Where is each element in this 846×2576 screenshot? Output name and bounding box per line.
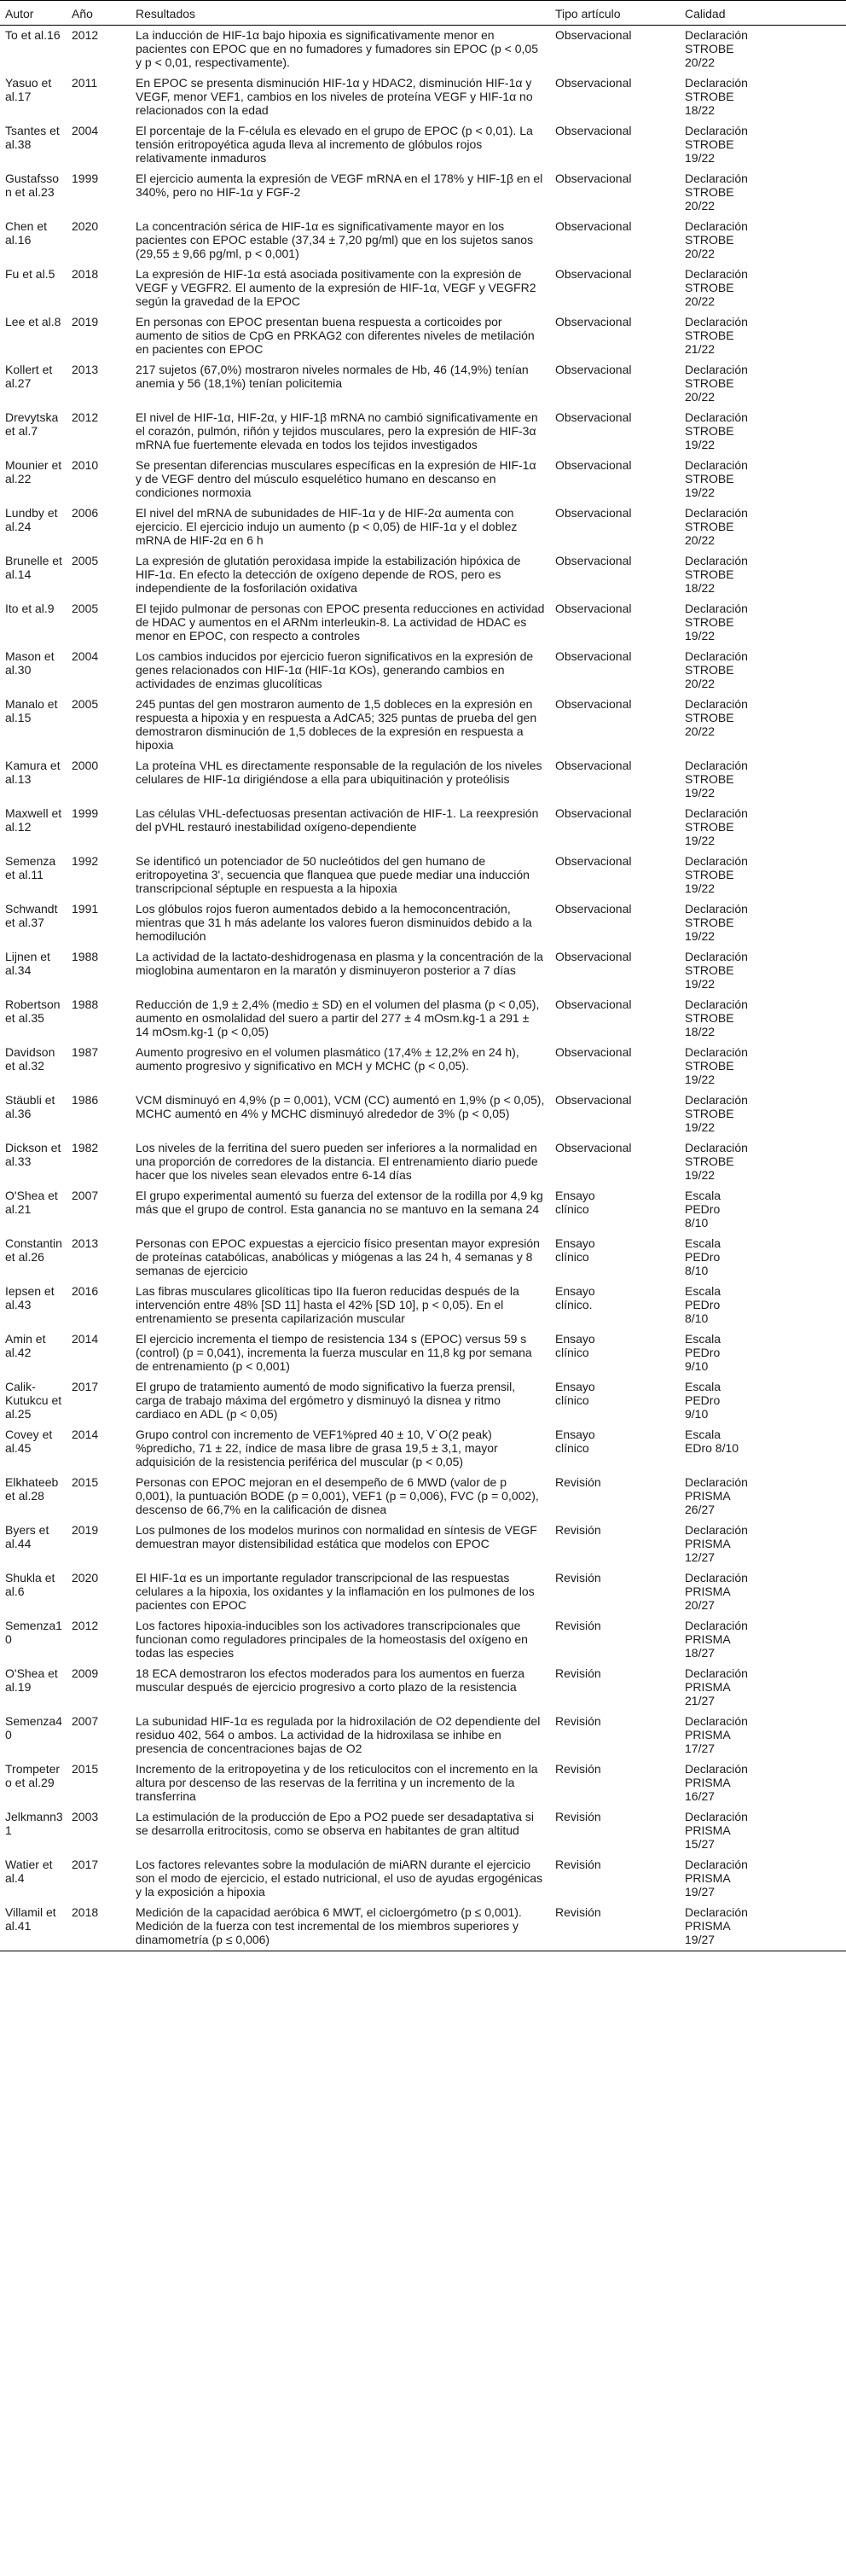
cell-type: Ensayo clínico — [555, 1332, 595, 1359]
cell-year: 2015 — [72, 1762, 99, 1776]
cell-type: Observacional — [555, 28, 632, 42]
cell-quality: Declaración STROBE 20/22 — [685, 506, 748, 547]
cell-results: Se presentan diferencias musculares específicas en la expresión de HIF-1α y de VEGF dentro del músculo esquelético humano en descanso en condiciones normoxia — [136, 458, 536, 499]
cell-quality: Declaración PRISMA 26/27 — [685, 1475, 748, 1516]
cell-quality: Declaración PRISMA 19/27 — [685, 1858, 748, 1899]
cell-quality: Declaración STROBE 19/22 — [685, 806, 748, 847]
cell-results: Grupo control con incremento de VEF1%pred 40 ± 10, V˙O(2 peak) %predicho, 71 ± 22, índice de masa libre de grasa 19,5 ± 3,1, mayor adquisición de la resistencia periférica del muscular (p < 0,05) — [136, 1428, 498, 1468]
cell-results: Los cambios inducidos por ejercicio fueron significativos en la expresión de genes relacionados con HIF-1α (HIF-1α KOs), generando cambios en actividades de enzimas glucolíticas — [136, 649, 534, 690]
cell-year: 1999 — [72, 806, 99, 820]
cell-quality: Declaración STROBE 20/22 — [685, 172, 748, 212]
table-row — [0, 1807, 846, 1855]
cell-author: Watier et al.4 — [5, 1858, 53, 1885]
cell-type: Observacional — [555, 1141, 632, 1154]
cell-results: VCM disminuyó en 4,9% (p = 0,001), VCM (CC) aumentó en 1,9% (p < 0,05), MCHC aumentó en 4% y MCHC disminuyó alrededor de 3% (p < 0,05) — [136, 1093, 545, 1120]
cell-quality: Declaración STROBE 20/22 — [685, 267, 748, 308]
table-row — [0, 1712, 846, 1759]
table-row — [0, 1234, 846, 1282]
cell-results: La actividad de la lactato-deshidrogenasa en plasma y la concentración de la mioglobina aumentaron en la maratón y disminuyeron posterior a 7 días — [136, 950, 543, 977]
table-header — [0, 1, 846, 26]
cell-year: 2018 — [67, 1903, 130, 1951]
cell-year: 2020 — [72, 219, 99, 233]
cell-type: Observacional — [555, 506, 632, 520]
cell-type: Ensayo clínico. — [555, 1284, 595, 1311]
table-row — [0, 456, 846, 503]
cell-quality: Declaración STROBE 20/22 — [685, 219, 748, 260]
cell-author: Covey et al.45 — [5, 1428, 53, 1455]
cell-author: Kollert et al.27 — [5, 363, 53, 390]
cell-quality: Declaración PRISMA 16/27 — [685, 1762, 748, 1803]
table-row — [0, 121, 846, 169]
table-row — [0, 899, 846, 947]
table-row — [0, 647, 846, 695]
cell-type: Revisión — [555, 1714, 601, 1728]
cell-results: La expresión de HIF-1α está asociada positivamente con la expresión de VEGF y VEGFR2. El aumento de la expresión de HIF-1α, VEGF y VEGFR2 según la gravedad de la EPOC — [136, 267, 536, 308]
table-row — [0, 1473, 846, 1521]
cell-type: Revisión — [550, 1903, 680, 1951]
cell-quality: Escala PEDro 8/10 — [685, 1284, 721, 1325]
cell-author: Yasuo et al.17 — [5, 76, 52, 103]
cell-author: Lijnen et al.34 — [5, 950, 50, 977]
cell-type: Observacional — [555, 950, 632, 963]
cell-type: Ensayo clínico — [555, 1428, 595, 1455]
cell-quality: Escala EDro 8/10 — [685, 1428, 739, 1455]
cell-quality: Declaración STROBE 18/22 — [685, 76, 748, 117]
cell-results: El nivel del mRNA de subunidades de HIF-1α y de HIF-2α aumenta con ejercicio. El ejercicio indujo un aumento (p < 0,05) de HIF-1α y el doblez mRNA de HIF-2α en 6 h — [136, 506, 518, 547]
cell-author: Elkhateeb et al.28 — [5, 1475, 59, 1503]
cell-year: 1991 — [72, 902, 99, 916]
cell-author: Manalo et al.15 — [5, 697, 58, 724]
cell-results: El grupo experimental aumentó su fuerza del extensor de la rodilla por 4,9 kg más que el grupo de control. Esta ganancia no se mantuvo en la semana 24 — [136, 1189, 543, 1216]
table-row — [0, 1521, 846, 1568]
cell-author: Constantin et al.26 — [5, 1236, 62, 1264]
cell-year: 1986 — [72, 1093, 99, 1107]
cell-results: El nivel de HIF-1α, HIF-2α, y HIF-1β mRNA no cambió significativamente en el corazón, pulmón, riñón y tejidos musculares, pero la expresión de HIF-3α mRNA fue fuertemente elevada en todos los tejidos investigados — [136, 410, 538, 451]
cell-type: Observacional — [555, 697, 632, 711]
cell-author: Lee et al.8 — [5, 315, 61, 329]
cell-results: En EPOC se presenta disminución HIF-1α y HDAC2, disminución HIF-1α y VEGF, menor VEF1, cambios en los niveles de proteína VEGF y HIF-1α no relacionados con la edad — [136, 76, 533, 117]
table-row — [0, 1186, 846, 1234]
cell-quality: Declaración STROBE 20/22 — [685, 28, 748, 69]
cell-author: Mounier et al.22 — [5, 458, 62, 486]
cell-year: 2017 — [72, 1858, 99, 1871]
cell-quality: Declaración PRISMA 19/27 — [680, 1903, 846, 1951]
cell-year: 1988 — [72, 997, 99, 1011]
cell-type: Ensayo clínico — [555, 1189, 595, 1216]
cell-type: Observacional — [555, 806, 632, 820]
cell-quality: Declaración PRISMA 20/27 — [685, 1571, 748, 1612]
cell-quality: Declaración STROBE 19/22 — [685, 1093, 748, 1134]
cell-year: 2019 — [72, 1523, 99, 1537]
cell-author: Tsantes et al.38 — [5, 124, 60, 151]
cell-results: La estimulación de la producción de Epo a PO2 puede ser desadaptativa si se desarrolla eritrocitosis, como se observa en habitantes de gran altitud — [136, 1810, 534, 1837]
table-row — [0, 947, 846, 995]
cell-type: Observacional — [555, 554, 632, 567]
cell-author: Gustafsson et al.23 — [5, 172, 60, 199]
cell-author: Drevytska et al.7 — [5, 410, 59, 438]
table-row — [0, 852, 846, 899]
cell-results: La subunidad HIF-1α es regulada por la hidroxilación de O2 dependiente del residuo 402, 564 o ambos. La actividad de la hidroxilasa se inhibe en presencia de concentraciones bajas de O2 — [136, 1714, 541, 1755]
cell-quality: Declaración STROBE 19/22 — [685, 410, 748, 451]
cell-author: Davidson et al.32 — [5, 1045, 55, 1073]
cell-author: Robertson et al.35 — [5, 997, 61, 1025]
cell-results: Personas con EPOC expuestas a ejercicio físico presentan mayor expresión de proteínas catabólicas, anabólicas y miógenas a las 24 h, 4 semanas y 8 semanas de ejercicio — [136, 1236, 540, 1277]
cell-year: 2004 — [72, 649, 99, 663]
cell-type: Revisión — [555, 1858, 601, 1871]
cell-quality: Escala PEDro 8/10 — [685, 1236, 721, 1277]
table-row — [0, 756, 846, 804]
table-row — [0, 312, 846, 360]
cell-quality: Declaración STROBE 19/22 — [685, 854, 748, 895]
cell-type: Revisión — [555, 1619, 601, 1632]
cell-year: 2012 — [72, 28, 99, 42]
cell-results: Los factores hipoxia-inducibles son los activadores transcripcionales que funcionan como reguladores principales de la homeostasis del oxígeno en todas las especies — [136, 1619, 528, 1660]
table-row — [0, 551, 846, 599]
cell-quality: Declaración STROBE 20/22 — [685, 697, 748, 738]
cell-results: Las células VHL-defectuosas presentan activación de HIF-1. La reexpresión del pVHL restauró inestabilidad oxígeno-dependiente — [136, 806, 539, 834]
cell-year: 2020 — [72, 1571, 99, 1585]
cell-quality: Escala PEDro 9/10 — [685, 1332, 721, 1373]
cell-author: Semenza40 — [5, 1714, 62, 1742]
table-row — [0, 1329, 846, 1377]
cell-author: To et al.16 — [5, 28, 61, 42]
cell-quality: Declaración STROBE 19/22 — [685, 759, 748, 800]
cell-quality: Declaración STROBE 21/22 — [685, 315, 748, 356]
cell-type: Observacional — [555, 1045, 632, 1059]
cell-year: 2003 — [72, 1810, 99, 1823]
table-row — [0, 1568, 846, 1616]
cell-type: Observacional — [555, 458, 632, 472]
cell-author: Semenza et al.11 — [5, 854, 56, 881]
cell-type: Observacional — [555, 267, 632, 281]
cell-results: Aumento progresivo en el volumen plasmático (17,4% ± 12,2% en 24 h), aumento progresivo y significativo en MCH y MCHC (p < 0,05). — [136, 1045, 519, 1073]
cell-results: Las fibras musculares glicolíticas tipo IIa fueron reducidas después de la intervención entre 48% [SD 11] hasta el 42% [SD 10], p < 0,05). En el entrenamiento se presenta capilarización muscular — [136, 1284, 519, 1325]
table-row — [0, 1616, 846, 1664]
table-row — [0, 1138, 846, 1186]
cell-quality: Declaración STROBE 19/22 — [685, 950, 748, 991]
cell-author: Iepsen et al.43 — [5, 1284, 55, 1311]
cell-type: Revisión — [555, 1475, 601, 1489]
cell-quality: Declaración STROBE 20/22 — [685, 363, 748, 404]
table-row — [0, 217, 846, 265]
cell-author: Byers et al.44 — [5, 1523, 49, 1550]
cell-results: El HIF-1α es un importante regulador transcripcional de las respuestas celulares a la hipoxia, los oxidantes y la inflamación en los pulmones de los pacientes con EPOC — [136, 1571, 535, 1612]
cell-quality: Declaración STROBE 19/22 — [685, 458, 748, 499]
cell-year: 2013 — [72, 363, 99, 376]
cell-author: Lundby et al.24 — [5, 506, 58, 533]
cell-quality: Declaración PRISMA 21/27 — [685, 1666, 748, 1707]
cell-year: 2012 — [72, 410, 99, 424]
cell-quality: Declaración STROBE 18/22 — [685, 997, 748, 1038]
cell-year: 2005 — [72, 602, 99, 615]
cell-type: Observacional — [555, 219, 632, 233]
cell-author: O'Shea et al.21 — [5, 1189, 58, 1216]
cell-year: 2015 — [72, 1475, 99, 1489]
cell-results: Los niveles de la ferritina del suero pueden ser inferiores a la normalidad en una proporción de corredores de la distancia. El entrenamiento diario puede hacer que los niveles sean elevados entre 6-14 días — [136, 1141, 538, 1182]
cell-author: Jelkmann31 — [5, 1810, 63, 1837]
cell-author: Amin et al.42 — [5, 1332, 46, 1359]
table-row — [0, 1043, 846, 1090]
cell-year: 1988 — [72, 950, 99, 963]
header-row — [0, 1, 846, 26]
cell-quality: Declaración PRISMA 18/27 — [685, 1619, 748, 1660]
cell-quality: Escala PEDro 9/10 — [685, 1380, 721, 1421]
cell-results: 245 puntas del gen mostraron aumento de 1,5 dobleces en la expresión en respuesta a hipoxia y en respuesta a AdCA5; 325 puntas de prueba del gen demostraron disminución de 1,5 dobleces de la expresión en respuesta a hipoxia — [136, 697, 537, 752]
cell-type: Revisión — [555, 1523, 601, 1537]
cell-results: 217 sujetos (67,0%) mostraron niveles normales de Hb, 46 (14,9%) tenían anemia y 56 (18,1%) tenían policitemia — [136, 363, 529, 390]
cell-results: El ejercicio incrementa el tiempo de resistencia 134 s (EPOC) versus 59 s (control) (p = 0,041), incrementa la fuerza muscular en 11,8 kg por semana de entrenamiento (p < 0,001) — [136, 1332, 532, 1373]
cell-results: El ejercicio aumenta la expresión de VEGF mRNA en el 178% y HIF-1β en el 340%, pero no HIF-1α y FGF-2 — [136, 172, 543, 199]
table-row — [0, 169, 846, 217]
cell-author: Semenza10 — [5, 1619, 62, 1646]
cell-results: Reducción de 1,9 ± 2,4% (medio ± SD) en el volumen del plasma (p < 0,05), aumento en osmolalidad del suero a partir del 277 ± 4 mOsm.kg-1 a 291 ± 14 mOsm.kg-1 (p < 0,05) — [136, 997, 540, 1038]
cell-results: Se identificó un potenciador de 50 nucleótidos del gen humano de eritropoyetina 3', secuencia que flanquea que puede mediar una inducción transcripcional séptuple en respuesta a la hipoxia — [136, 854, 530, 895]
table-row — [0, 695, 846, 756]
cell-type: Observacional — [555, 602, 632, 615]
cell-author: Stäubli et al.36 — [5, 1093, 55, 1120]
cell-year: 2018 — [72, 267, 99, 281]
cell-author: Fu et al.5 — [5, 267, 55, 281]
cell-results: En personas con EPOC presentan buena respuesta a corticoides por aumento de sitios de CpG en PRKAG2 con diferentes niveles de metilación en pacientes con EPOC — [136, 315, 535, 356]
cell-results: Los pulmones de los modelos murinos con normalidad en síntesis de VEGF demuestran mayor distensibilidad estática que modelos con EPOC — [136, 1523, 537, 1550]
cell-year: 2014 — [72, 1332, 99, 1346]
header-quality: Calidad — [680, 1, 846, 26]
cell-author: Maxwell et al.12 — [5, 806, 62, 834]
table-row — [0, 995, 846, 1043]
cell-quality: Declaración STROBE 19/22 — [685, 1141, 748, 1182]
cell-results: La concentración sérica de HIF-1α es significativamente mayor en los pacientes con EPOC estable (37,34 ± 7,20 pg/ml) que en los sujetos sanos (29,55 ± 9,66 pg/ml, p < 0,001) — [136, 219, 534, 260]
cell-type: Observacional — [555, 759, 632, 772]
cell-quality: Declaración STROBE 19/22 — [685, 902, 748, 943]
cell-author: Chen et al.16 — [5, 219, 48, 247]
cell-year: 1987 — [72, 1045, 99, 1059]
cell-quality: Declaración STROBE 19/22 — [685, 602, 748, 643]
cell-results: Medición de la capacidad aeróbica 6 MWT, el cicloergómetro (p ≤ 0,001). Medición de la fuerza con test incremental de los miembros superiores y dinamometría (p ≤ 0,006) — [130, 1903, 550, 1951]
cell-year: 2007 — [72, 1189, 99, 1202]
cell-year: 2007 — [72, 1714, 99, 1728]
cell-year: 2000 — [72, 759, 99, 772]
cell-results: El tejido pulmonar de personas con EPOC presenta reducciones en actividad de HDAC y aumentos en el ARNm interleukin-8. La actividad de HDAC es menor en EPOC, con respecto a controles — [136, 602, 545, 643]
header-author: Autor — [0, 1, 67, 26]
cell-year: 2014 — [72, 1428, 99, 1441]
cell-year: 2013 — [72, 1236, 99, 1250]
table-row — [0, 1282, 846, 1329]
table-row — [0, 1664, 846, 1712]
cell-type: Ensayo clínico — [555, 1380, 595, 1407]
cell-type: Observacional — [555, 76, 632, 90]
cell-quality: Declaración STROBE 20/22 — [685, 649, 748, 690]
cell-type: Observacional — [555, 124, 632, 137]
cell-type: Revisión — [555, 1571, 601, 1585]
cell-year: 2005 — [72, 554, 99, 567]
cell-type: Ensayo clínico — [555, 1236, 595, 1264]
table-row — [0, 1425, 846, 1473]
cell-results: Los glóbulos rojos fueron aumentados debido a la hemoconcentración, mientras que 31 h más adelante los valores fueron disminuidos debido a la hemodilución — [136, 902, 532, 943]
cell-year: 2016 — [72, 1284, 99, 1298]
cell-results: La inducción de HIF-1α bajo hipoxia es significativamente menor en pacientes con EPOC que en no fumadores y fumadores sin EPOC (p < 0,05 y p < 0,01, respectivamente). — [136, 28, 538, 69]
cell-results: El porcentaje de la F-célula es elevado en el grupo de EPOC (p < 0,01). La tensión eritropoyética aguda lleva al incremento de glóbulos rojos relativamente inmaduros — [136, 124, 533, 165]
cell-quality: Declaración STROBE 19/22 — [685, 124, 748, 165]
table-body — [0, 26, 846, 1951]
cell-type: Observacional — [555, 315, 632, 329]
cell-results: Incremento de la eritropoyetina y de los reticulocitos con el incremento en la altura por descenso de las reservas de la ferritina y un incremento de la transferrina — [136, 1762, 538, 1803]
cell-year: 1982 — [72, 1141, 99, 1154]
cell-results: 18 ECA demostraron los efectos moderados para los aumentos en fuerza muscular después de ejercicio progresivo a corto plazo de la resistencia — [136, 1666, 525, 1694]
cell-type: Observacional — [555, 1093, 632, 1107]
cell-author: Shukla et al.6 — [5, 1571, 55, 1598]
cell-year: 2019 — [72, 315, 99, 329]
cell-type: Observacional — [555, 649, 632, 663]
cell-results: Los factores relevantes sobre la modulación de miARN durante el ejercicio son el modo de ejercicio, el estado nutricional, el uso de ayudas ergogénicas y la exposición a hipoxia — [136, 1858, 543, 1899]
cell-author: Kamura et al.13 — [5, 759, 61, 786]
cell-year: 1992 — [72, 854, 99, 868]
table-row — [0, 1759, 846, 1807]
cell-type: Revisión — [555, 1810, 601, 1823]
cell-year: 2004 — [72, 124, 99, 137]
cell-author: Mason et al.30 — [5, 649, 55, 677]
cell-type: Revisión — [555, 1762, 601, 1776]
table-row — [0, 73, 846, 121]
cell-author: Calik-Kutukcu et al.25 — [5, 1380, 62, 1421]
cell-quality: Declaración PRISMA 15/27 — [685, 1810, 748, 1851]
header-results: Resultados — [130, 1, 550, 26]
cell-quality: Escala PEDro 8/10 — [685, 1189, 721, 1230]
cell-year: 2006 — [72, 506, 99, 520]
cell-author: Schwandt et al.37 — [5, 902, 58, 929]
cell-author: O'Shea et al.19 — [5, 1666, 58, 1694]
header-year: Año — [67, 1, 130, 26]
table-row — [0, 408, 846, 456]
cell-year: 2011 — [72, 76, 98, 90]
cell-results: La proteína VHL es directamente responsable de la regulación de los niveles celulares de HIF-1α dirigiéndose a ella para ubiquitinación y proteólisis — [136, 759, 542, 786]
cell-quality: Declaración STROBE 19/22 — [685, 1045, 748, 1086]
cell-type: Revisión — [555, 1666, 601, 1680]
cell-type: Observacional — [555, 997, 632, 1011]
cell-year: 1999 — [72, 172, 99, 185]
cell-year: 2012 — [72, 1619, 99, 1632]
cell-year: 2009 — [72, 1666, 99, 1680]
cell-author: Villamil et al.41 — [0, 1903, 67, 1951]
cell-type: Observacional — [555, 172, 632, 185]
table-row — [0, 26, 846, 74]
cell-quality: Declaración STROBE 18/22 — [685, 554, 748, 595]
table-row — [0, 1377, 846, 1425]
cell-results: El grupo de tratamiento aumentó de modo significativo la fuerza prensil, carga de trabajo máxima del ergómetro y disminuyó la disnea y ritmo cardiaco en ADL (p < 0,05) — [136, 1380, 516, 1421]
cell-results: La expresión de glutatión peroxidasa impide la estabilización hipóxica de HIF-1α. En efecto la detección de oxígeno depende de ROS, pero es independiente de la fosforilación oxidativa — [136, 554, 521, 595]
table-row — [0, 360, 846, 408]
table-row — [0, 599, 846, 647]
cell-year: 2017 — [72, 1380, 99, 1393]
cell-results: Personas con EPOC mejoran en el desempeño de 6 MWD (valor de p 0,001), la puntuación BODE (p = 0,001), VEF1 (p = 0,006), FVC (p = 0,002), descenso de 66,7% en la calificación de disnea — [136, 1475, 539, 1516]
cell-author: Dickson et al.33 — [5, 1141, 61, 1168]
cell-type: Observacional — [555, 363, 632, 376]
cell-quality: Declaración PRISMA 12/27 — [685, 1523, 748, 1564]
cell-quality: Declaración PRISMA 17/27 — [685, 1714, 748, 1755]
header-type: Tipo artículo — [550, 1, 680, 26]
cell-type: Observacional — [555, 854, 632, 868]
table-row — [0, 1903, 846, 1951]
cell-author: Ito et al.9 — [5, 602, 55, 615]
cell-type: Observacional — [555, 410, 632, 424]
table-row — [0, 503, 846, 551]
cell-year: 2005 — [72, 697, 99, 711]
table-row — [0, 1090, 846, 1138]
table-row — [0, 804, 846, 852]
table-row — [0, 1855, 846, 1903]
cell-author: Brunelle et al.14 — [5, 554, 62, 581]
cell-year: 2010 — [72, 458, 99, 472]
cell-type: Observacional — [555, 902, 632, 916]
cell-author: Trompetero et al.29 — [5, 1762, 61, 1789]
table-row — [0, 265, 846, 312]
